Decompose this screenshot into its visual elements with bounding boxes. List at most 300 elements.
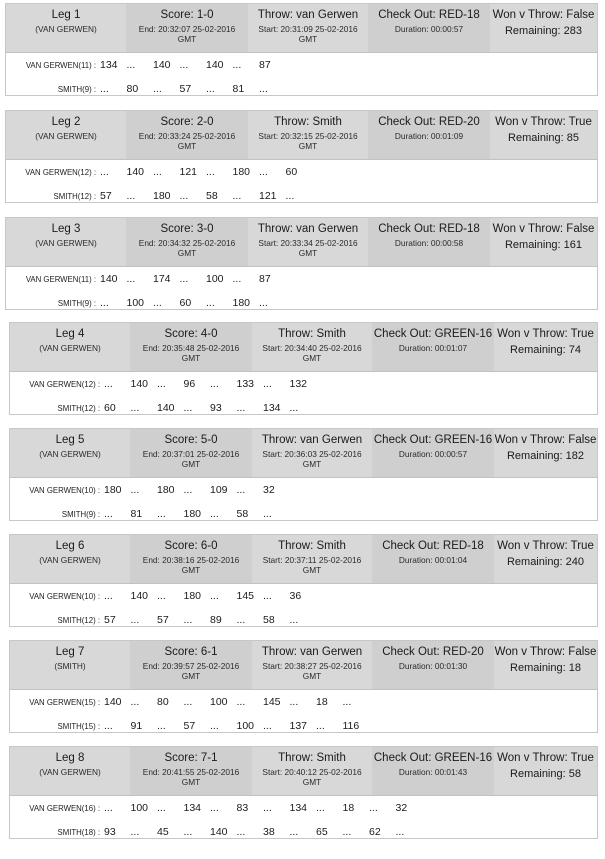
end-datetime: End: 20:41:55 25-02-2016 xyxy=(142,767,240,777)
throw-sequence xyxy=(104,508,290,520)
throw-score: 57 xyxy=(183,720,196,732)
player-name: VAN GERWEN(11) : xyxy=(25,275,96,284)
throw-score: ... xyxy=(153,83,162,95)
throw-score: ... xyxy=(157,720,166,732)
leg-card xyxy=(5,110,598,203)
start-datetime: Start: 20:32:15 25-02-2016 xyxy=(258,131,358,141)
throw-sequence xyxy=(104,826,422,838)
checkout-cell xyxy=(372,747,494,795)
throw-score: 121 xyxy=(259,190,277,202)
end-timezone: GMT xyxy=(181,458,201,469)
end-timezone: GMT xyxy=(177,247,197,258)
throw-score: ... xyxy=(232,59,242,71)
end-datetime: End: 20:34:32 25-02-2016 xyxy=(138,238,236,248)
leg-starter: (VAN GERWEN) xyxy=(35,24,97,34)
leg-number: Leg 5 xyxy=(55,434,85,446)
throw-sequence xyxy=(100,83,286,95)
player-name: SMITH(15) : xyxy=(57,722,100,731)
throw-score: ... xyxy=(179,273,189,285)
start-time xyxy=(252,556,372,575)
throw-score: ... xyxy=(259,83,268,95)
throw-sequence xyxy=(100,190,312,202)
leg-cell xyxy=(10,535,130,583)
throw-score: ... xyxy=(342,696,352,708)
throw-score: ... xyxy=(210,720,219,732)
end-time xyxy=(130,556,252,575)
throw-score: ... xyxy=(100,166,109,178)
throw-score: ... xyxy=(104,378,113,390)
throw-score: ... xyxy=(179,59,189,71)
leg-number: Leg 8 xyxy=(55,752,85,764)
throw-score: ... xyxy=(100,83,109,95)
throw-cell xyxy=(252,747,372,795)
throw-score: 58 xyxy=(206,190,218,202)
checkout-label: Check Out: RED-18 xyxy=(378,223,480,235)
checkout-label: Check Out: RED-18 xyxy=(382,540,484,552)
leg-header xyxy=(10,641,597,690)
won-v-throw: Won v Throw: True xyxy=(497,752,594,764)
throw-score: ... xyxy=(126,190,136,202)
throw-score: 45 xyxy=(157,826,169,838)
start-timezone: GMT xyxy=(302,458,322,469)
won-v-throw: Won v Throw: False xyxy=(494,646,597,658)
leg-card xyxy=(9,322,598,415)
player-row-van-gerwen xyxy=(6,166,597,182)
throw-label: Throw: van Gerwen xyxy=(261,434,363,446)
throw-score: ... xyxy=(289,696,299,708)
throw-score: ... xyxy=(104,508,113,520)
player-row-van-gerwen xyxy=(6,59,597,75)
throw-score: ... xyxy=(395,826,405,838)
throw-score: ... xyxy=(206,297,215,309)
throw-score: 36 xyxy=(289,590,302,602)
throw-score: 100 xyxy=(236,720,255,732)
start-datetime: Start: 20:34:40 25-02-2016 xyxy=(262,343,362,353)
throw-score: 89 xyxy=(210,614,222,626)
end-time xyxy=(130,768,252,787)
throw-score: 140 xyxy=(130,590,149,602)
throw-score: ... xyxy=(232,273,242,285)
throw-score: 140 xyxy=(126,166,145,178)
end-time xyxy=(130,662,252,681)
throw-score: 87 xyxy=(259,59,271,71)
player-name: SMITH(9) : xyxy=(61,510,100,519)
throw-score: 140 xyxy=(100,273,118,285)
score-label: Score: 7-1 xyxy=(164,752,218,764)
throw-score: ... xyxy=(236,826,246,838)
start-datetime: Start: 20:33:34 25-02-2016 xyxy=(258,238,358,248)
throw-score: 140 xyxy=(104,696,122,708)
throw-score: 83 xyxy=(236,802,249,814)
throw-score: ... xyxy=(130,614,140,626)
throw-score: ... xyxy=(259,297,268,309)
won-cell xyxy=(494,535,597,583)
end-timezone: GMT xyxy=(181,776,201,787)
throw-score: 87 xyxy=(259,273,271,285)
throw-score: 145 xyxy=(263,696,281,708)
throw-cell xyxy=(252,429,372,477)
leg-header xyxy=(6,218,597,267)
player-name: VAN GERWEN(10) : xyxy=(29,486,100,495)
checkout-cell xyxy=(368,218,490,266)
player-row-van-gerwen xyxy=(6,273,597,289)
player-row-van-gerwen xyxy=(10,802,597,818)
won-v-throw: Won v Throw: True xyxy=(497,328,594,340)
throw-score: ... xyxy=(210,378,219,390)
throw-score: 100 xyxy=(206,273,224,285)
won-cell xyxy=(490,111,597,159)
leg-starter: (VAN GERWEN) xyxy=(39,767,101,777)
throw-score: 133 xyxy=(236,378,255,390)
start-time xyxy=(248,239,368,258)
won-v-throw: Won v Throw: False xyxy=(492,9,595,21)
start-timezone: GMT xyxy=(302,670,322,681)
throw-cell xyxy=(248,218,368,266)
throw-cell xyxy=(252,641,372,689)
remaining: Remaining: 240 xyxy=(506,556,585,568)
score-label: Score: 6-1 xyxy=(164,646,218,658)
leg-number: Leg 2 xyxy=(51,116,81,128)
score-label: Score: 2-0 xyxy=(160,116,214,128)
throw-score: 60 xyxy=(104,402,116,414)
throw-label: Throw: Smith xyxy=(278,328,346,340)
score-label: Score: 1-0 xyxy=(160,9,214,21)
won-cell xyxy=(494,323,597,371)
throw-score: ... xyxy=(157,378,166,390)
player-name: VAN GERWEN(10) : xyxy=(29,592,100,601)
throw-score: 57 xyxy=(179,83,192,95)
throw-score: ... xyxy=(232,190,242,202)
remaining: Remaining: 85 xyxy=(508,132,579,144)
remaining: Remaining: 74 xyxy=(510,344,581,356)
throw-score: ... xyxy=(130,402,140,414)
won-v-throw: Won v Throw: False xyxy=(494,434,597,446)
leg-starter: (VAN GERWEN) xyxy=(35,131,97,141)
throw-score: ... xyxy=(263,720,272,732)
throw-score: 32 xyxy=(263,484,275,496)
duration: Duration: 00:00:58 xyxy=(394,238,464,248)
throw-score: 93 xyxy=(210,402,222,414)
end-datetime: End: 20:33:24 25-02-2016 xyxy=(138,131,236,141)
end-timezone: GMT xyxy=(177,33,197,44)
player-name: VAN GERWEN(16) : xyxy=(29,804,100,813)
throw-score: 80 xyxy=(157,696,169,708)
checkout-label: Check Out: RED-20 xyxy=(378,116,480,128)
player-row-van-gerwen xyxy=(10,590,597,606)
throw-score: ... xyxy=(104,802,113,814)
score-cell xyxy=(130,429,252,477)
leg-header xyxy=(10,323,597,372)
throw-score: 174 xyxy=(153,273,171,285)
leg-number: Leg 1 xyxy=(51,9,81,21)
throw-score: 180 xyxy=(157,484,175,496)
throw-score: 58 xyxy=(236,508,249,520)
throw-cell xyxy=(252,535,372,583)
remaining: Remaining: 182 xyxy=(506,450,585,462)
throw-score: 180 xyxy=(183,590,202,602)
throw-score: 145 xyxy=(236,590,255,602)
duration: Duration: 00:00:57 xyxy=(394,24,464,34)
won-v-throw: Won v Throw: False xyxy=(492,223,595,235)
leg-card xyxy=(5,3,598,96)
throw-score: ... xyxy=(289,826,299,838)
throw-score: ... xyxy=(285,190,295,202)
leg-number: Leg 3 xyxy=(51,223,81,235)
throw-score: 100 xyxy=(210,696,228,708)
start-timezone: GMT xyxy=(298,247,318,258)
throw-score: 100 xyxy=(126,297,145,309)
player-row-smith xyxy=(10,614,597,630)
throw-score: ... xyxy=(153,166,162,178)
throw-score: 32 xyxy=(395,802,408,814)
end-datetime: End: 20:32:07 25-02-2016 xyxy=(138,24,236,34)
leg-cell xyxy=(6,111,126,159)
throw-score: ... xyxy=(183,696,193,708)
leg-starter: (VAN GERWEN) xyxy=(39,555,101,565)
player-row-smith xyxy=(10,402,597,418)
player-name: VAN GERWEN(11) : xyxy=(25,61,96,70)
player-name: VAN GERWEN(12) : xyxy=(29,380,100,389)
score-cell xyxy=(130,535,252,583)
player-name: SMITH(9) : xyxy=(57,85,96,94)
throw-score: ... xyxy=(100,297,109,309)
throw-sequence xyxy=(104,590,316,602)
throw-score: 140 xyxy=(130,378,149,390)
leg-card xyxy=(9,746,598,839)
leg-number: Leg 6 xyxy=(55,540,85,552)
duration: Duration: 00:01:09 xyxy=(394,131,464,141)
throw-score: 60 xyxy=(179,297,192,309)
checkout-cell xyxy=(372,535,494,583)
checkout-label: Check Out: GREEN-16 xyxy=(373,328,493,340)
leg-starter: (VAN GERWEN) xyxy=(39,449,101,459)
player-row-smith xyxy=(10,508,597,524)
player-row-smith xyxy=(10,720,597,736)
player-row-van-gerwen xyxy=(10,484,597,500)
throw-score: 38 xyxy=(263,826,275,838)
won-cell xyxy=(490,4,597,52)
throw-score: ... xyxy=(316,720,325,732)
won-cell xyxy=(494,747,597,795)
won-v-throw: Won v Throw: True xyxy=(497,540,594,552)
throw-score: 62 xyxy=(369,826,381,838)
throw-sequence xyxy=(100,297,286,309)
throw-sequence xyxy=(104,484,290,496)
throw-score: 116 xyxy=(342,720,360,732)
start-datetime: Start: 20:37:11 25-02-2016 xyxy=(262,555,362,565)
throw-score: ... xyxy=(130,484,140,496)
checkout-label: Check Out: RED-18 xyxy=(378,9,480,21)
won-cell xyxy=(494,429,597,477)
throw-score: ... xyxy=(289,402,299,414)
player-name: SMITH(12) : xyxy=(57,404,100,413)
throw-score: ... xyxy=(206,166,215,178)
leg-cell xyxy=(10,747,130,795)
throw-score: 180 xyxy=(232,166,251,178)
player-name: SMITH(9) : xyxy=(57,299,96,308)
throw-score: 134 xyxy=(263,402,281,414)
leg-header xyxy=(10,747,597,796)
throw-score: ... xyxy=(210,508,219,520)
throw-score: 57 xyxy=(157,614,169,626)
throw-score: ... xyxy=(236,614,246,626)
player-row-smith xyxy=(10,826,597,842)
won-v-throw: Won v Throw: True xyxy=(495,116,592,128)
score-label: Score: 6-0 xyxy=(164,540,218,552)
leg-starter: (VAN GERWEN) xyxy=(35,238,97,248)
end-timezone: GMT xyxy=(181,670,201,681)
leg-cell xyxy=(10,323,130,371)
start-timezone: GMT xyxy=(302,564,322,575)
throw-label: Throw: van Gerwen xyxy=(257,223,359,235)
throw-score: ... xyxy=(316,802,325,814)
leg-starter: (SMITH) xyxy=(54,661,86,671)
start-time xyxy=(252,344,372,363)
score-cell xyxy=(126,111,248,159)
start-time xyxy=(252,662,372,681)
leg-number: Leg 7 xyxy=(55,646,85,658)
start-datetime: Start: 20:31:09 25-02-2016 xyxy=(258,24,358,34)
checkout-cell xyxy=(368,4,490,52)
throw-score: 180 xyxy=(104,484,122,496)
start-time xyxy=(248,132,368,151)
throw-sequence xyxy=(104,696,369,708)
leg-cell xyxy=(10,429,130,477)
checkout-label: Check Out: RED-20 xyxy=(382,646,484,658)
throw-score: ... xyxy=(263,590,272,602)
throw-score: ... xyxy=(206,83,215,95)
end-time xyxy=(126,239,248,258)
score-cell xyxy=(130,323,252,371)
leg-header xyxy=(10,429,597,478)
throw-label: Throw: van Gerwen xyxy=(257,9,359,21)
start-time xyxy=(252,450,372,469)
throw-score: ... xyxy=(130,826,140,838)
throw-cell xyxy=(248,4,368,52)
player-name: SMITH(12) : xyxy=(57,616,100,625)
leg-header xyxy=(10,535,597,584)
throw-score: 81 xyxy=(232,83,245,95)
throw-score: 81 xyxy=(130,508,143,520)
throw-score: 18 xyxy=(316,696,328,708)
throw-score: ... xyxy=(263,508,272,520)
duration: Duration: 00:00:57 xyxy=(398,449,468,459)
player-row-van-gerwen xyxy=(10,696,597,712)
player-name: SMITH(12) : xyxy=(53,192,96,201)
throw-score: 96 xyxy=(183,378,196,390)
checkout-label: Check Out: GREEN-16 xyxy=(373,752,493,764)
throw-score: ... xyxy=(259,166,268,178)
duration: Duration: 00:01:43 xyxy=(398,767,468,777)
throw-score: 140 xyxy=(206,59,224,71)
throw-score: 180 xyxy=(183,508,202,520)
leg-cell xyxy=(10,641,130,689)
throw-score: ... xyxy=(342,826,352,838)
start-datetime: Start: 20:40:12 25-02-2016 xyxy=(262,767,362,777)
throw-score: 134 xyxy=(183,802,202,814)
throw-score: 65 xyxy=(316,826,328,838)
throw-score: ... xyxy=(210,590,219,602)
end-time xyxy=(130,344,252,363)
remaining: Remaining: 283 xyxy=(504,25,583,37)
checkout-cell xyxy=(372,429,494,477)
throw-score: 134 xyxy=(100,59,118,71)
checkout-label: Check Out: GREEN-16 xyxy=(373,434,493,446)
leg-starter: (VAN GERWEN) xyxy=(39,343,101,353)
player-row-smith xyxy=(6,83,597,99)
throw-score: ... xyxy=(236,696,246,708)
throw-score: 132 xyxy=(289,378,308,390)
leg-header xyxy=(6,111,597,160)
throw-score: ... xyxy=(210,802,219,814)
throw-score: 57 xyxy=(100,190,112,202)
throw-score: ... xyxy=(183,484,193,496)
score-cell xyxy=(130,641,252,689)
start-time xyxy=(248,25,368,44)
end-datetime: End: 20:38:16 25-02-2016 xyxy=(142,555,240,565)
end-datetime: End: 20:35:48 25-02-2016 xyxy=(142,343,240,353)
end-time xyxy=(126,132,248,151)
throw-score: 137 xyxy=(289,720,308,732)
player-name: VAN GERWEN(12) : xyxy=(25,168,96,177)
player-name: VAN GERWEN(15) : xyxy=(29,698,100,707)
throw-score: 121 xyxy=(179,166,198,178)
throw-score: 58 xyxy=(263,614,275,626)
throw-score: 109 xyxy=(210,484,228,496)
remaining: Remaining: 58 xyxy=(510,768,581,780)
throw-score: ... xyxy=(157,802,166,814)
throw-sequence xyxy=(104,402,316,414)
start-timezone: GMT xyxy=(302,776,322,787)
end-timezone: GMT xyxy=(181,564,201,575)
throw-score: 60 xyxy=(285,166,298,178)
throw-score: ... xyxy=(183,614,193,626)
start-datetime: Start: 20:38:27 25-02-2016 xyxy=(262,661,362,671)
throw-sequence xyxy=(100,273,286,285)
throw-score: ... xyxy=(157,590,166,602)
end-timezone: GMT xyxy=(177,140,197,151)
checkout-cell xyxy=(372,641,494,689)
score-label: Score: 4-0 xyxy=(164,328,218,340)
throw-score: ... xyxy=(183,402,193,414)
duration: Duration: 00:01:30 xyxy=(398,661,468,671)
leg-card xyxy=(5,217,598,310)
start-time xyxy=(252,768,372,787)
player-row-smith xyxy=(6,190,597,206)
start-timezone: GMT xyxy=(298,140,318,151)
score-cell xyxy=(126,4,248,52)
duration: Duration: 00:01:07 xyxy=(398,343,468,353)
throw-score: ... xyxy=(236,484,246,496)
player-row-van-gerwen xyxy=(10,378,597,394)
throw-score: ... xyxy=(126,59,136,71)
throw-score: 140 xyxy=(153,59,171,71)
throw-score: 180 xyxy=(232,297,251,309)
duration: Duration: 00:01:04 xyxy=(398,555,468,565)
throw-score: 100 xyxy=(130,802,149,814)
throw-score: ... xyxy=(157,508,166,520)
score-label: Score: 5-0 xyxy=(164,434,218,446)
throw-sequence xyxy=(104,802,422,814)
leg-header xyxy=(6,4,597,53)
throw-sequence xyxy=(100,59,286,71)
throw-sequence xyxy=(104,378,316,390)
throw-score: 140 xyxy=(210,826,228,838)
throw-score: 91 xyxy=(130,720,143,732)
throw-score: ... xyxy=(263,378,272,390)
throw-label: Throw: Smith xyxy=(274,116,342,128)
checkout-cell xyxy=(368,111,490,159)
